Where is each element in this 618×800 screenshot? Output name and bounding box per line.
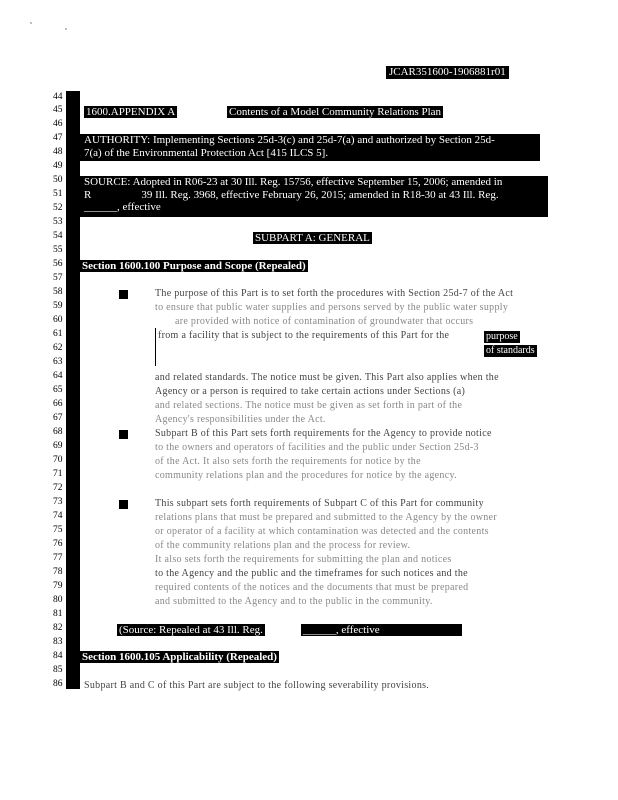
- authority-line-1: AUTHORITY: Implementing Sections 25d-3(c) and 25d-7(a) and authorized by Section 25d-: [84, 134, 495, 146]
- line-number: 49: [53, 161, 63, 171]
- final-paragraph-line: Subpart B and C of this Part are subject to the following severability provisions.: [84, 680, 430, 691]
- line-number: 51: [53, 189, 63, 199]
- line-number: 62: [53, 343, 63, 353]
- line-number: 84: [53, 651, 63, 661]
- line-number: 56: [53, 259, 63, 269]
- para-c-marker: [119, 500, 128, 509]
- para-a-line: Agency's responsibilities under the Act.: [155, 414, 326, 425]
- para-b-line: to the owners and operators of facilities and the public under Section 25d-3: [155, 442, 479, 453]
- line-number: 65: [53, 385, 63, 395]
- line-number: 80: [53, 595, 63, 605]
- line-number: 48: [53, 147, 63, 157]
- appendix-title: Contents of a Model Community Relations Plan: [229, 106, 442, 118]
- line-number: 69: [53, 441, 63, 451]
- source-line-2: R 39 Ill. Reg. 3968, effective February 26, 2015; amended in R18-30 at 43 Ill. Reg.: [84, 188, 499, 201]
- line-number: 58: [53, 287, 63, 297]
- para-c-line: to the Agency and the public and the timeframes for such notices and the: [155, 568, 468, 579]
- line-number: 60: [53, 315, 63, 325]
- line-number: 81: [53, 609, 63, 619]
- line-number: 72: [53, 483, 63, 493]
- para-a-highlight-standards: of standards: [486, 345, 535, 356]
- line-number: 74: [53, 511, 63, 521]
- line-number: 68: [53, 427, 63, 437]
- para-a-marker: [119, 290, 128, 299]
- para-c-line: or operator of a facility at which contamination was detected and the contents: [155, 526, 489, 537]
- line-number: 70: [53, 455, 63, 465]
- line-number: 52: [53, 203, 63, 213]
- source-line-1: SOURCE: Adopted in R06-23 at 30 Ill. Reg. 15756, effective September 15, 2006; amended in: [84, 176, 503, 188]
- para-b-line: Subpart B of this Part sets forth requirements for the Agency to provide notice: [155, 428, 492, 439]
- line-number: 75: [53, 525, 63, 535]
- line-number: 73: [53, 497, 63, 507]
- line-number: 59: [53, 301, 63, 311]
- section-1600-105-heading: Section 1600.105 Applicability (Repealed): [82, 651, 277, 663]
- line-number: 82: [53, 623, 63, 633]
- line-number: 47: [53, 133, 63, 143]
- source-repeal-note: (Source: Repealed at 43 Ill. Reg. ______, effective: [117, 624, 462, 636]
- line-number: 61: [53, 329, 63, 339]
- line-number: 50: [53, 175, 63, 185]
- source-line-3: ______, effective: [84, 201, 161, 213]
- line-number: 83: [53, 637, 63, 647]
- appendix-label: 1600.APPENDIX A: [86, 106, 176, 118]
- para-b-line: of the Act. It also sets forth the requirements for notice by the: [155, 456, 421, 467]
- para-a-line: The purpose of this Part is to set forth the procedures with Section 25d-7 of the Act: [155, 288, 514, 299]
- line-number: 67: [53, 413, 63, 423]
- line-number: 76: [53, 539, 63, 549]
- para-a-line: Agency or a person is required to take certain actions under Sections (a): [155, 386, 466, 397]
- para-c-line: and submitted to the Agency and to the public in the community.: [155, 596, 433, 607]
- para-a-highlight-purpose: purpose: [486, 331, 518, 342]
- line-number: 86: [53, 679, 63, 689]
- para-c-line: This subpart sets forth requirements of Subpart C of this Part for community: [155, 498, 484, 509]
- authority-line-2: 7(a) of the Environmental Protection Act [415 ILCS 5].: [84, 146, 329, 159]
- para-c-line: It also sets forth the requirements for submitting the plan and notices: [155, 554, 452, 565]
- line-number: 57: [53, 273, 63, 283]
- document-id-header: JCAR351600-1906881r01: [386, 66, 509, 79]
- line-number: 54: [53, 231, 63, 241]
- line-number: 66: [53, 399, 63, 409]
- para-c-line: required contents of the notices and the documents that must be prepared: [155, 582, 469, 593]
- line-number: 44: [53, 92, 63, 102]
- line-number: 85: [53, 665, 63, 675]
- para-b-line: community relations plan and the procedures for notice by the agency.: [155, 470, 457, 481]
- line-number: 78: [53, 567, 63, 577]
- para-c-line: relations plans that must be prepared and submitted to the Agency by the owner: [155, 512, 497, 523]
- para-a-line: are provided with notice of contamination of groundwater that occurs: [175, 316, 474, 327]
- subpart-heading: SUBPART A: GENERAL: [255, 232, 370, 244]
- para-c-line: of the community relations plan and the process for review.: [155, 540, 411, 551]
- para-b-marker: [119, 430, 128, 439]
- para-a-rule: [155, 328, 156, 366]
- para-a-line: to ensure that public water supplies and persons served by the public water supply: [155, 302, 509, 313]
- line-number: 64: [53, 371, 63, 381]
- para-a-line: and related sections. The notice must be given as set forth in part of the: [155, 400, 463, 411]
- line-number: 53: [53, 217, 63, 227]
- line-number: 77: [53, 553, 63, 563]
- line-number: 71: [53, 469, 63, 479]
- line-number: 46: [53, 119, 63, 129]
- line-number: 55: [53, 245, 63, 255]
- line-number-margin-bar: [66, 91, 80, 689]
- line-number: 45: [53, 105, 63, 115]
- authority-note: [80, 134, 540, 161]
- line-number: 63: [53, 357, 63, 367]
- section-1600-100-heading: Section 1600.100 Purpose and Scope (Repealed): [82, 260, 306, 272]
- line-number: 79: [53, 581, 63, 591]
- para-a-line: and related standards. The notice must be given. This Part also applies when the: [155, 372, 499, 383]
- para-a-line: from a facility that is subject to the requirements of this Part for the: [158, 330, 450, 341]
- source-note: [80, 176, 548, 217]
